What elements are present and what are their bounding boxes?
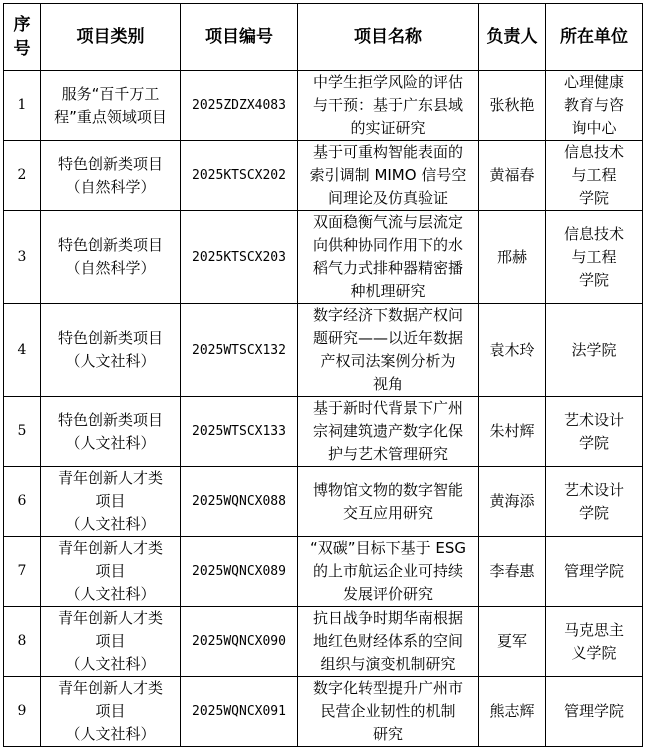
table-row — [4, 537, 643, 607]
project-leader: 熊志辉 — [479, 677, 546, 747]
project-code: 2025KTSCX202 — [181, 141, 298, 211]
project-name: 数字化转型提升广州市 民营企业韧性的机制 研究 — [298, 677, 479, 747]
project-leader: 黄福春 — [479, 141, 546, 211]
project-unit: 艺术设计 学院 — [546, 467, 643, 537]
project-leader: 黄海添 — [479, 467, 546, 537]
project-name: 基于新时代背景下广州 宗祠建筑遗产数字化保 护与艺术管理研究 — [298, 397, 479, 467]
project-name: 双面稳衡气流与层流定 向供种协同作用下的水 稻气力式排种器精密播 种机理研究 — [298, 211, 479, 304]
project-category: 特色创新类项目 （人文社科） — [41, 304, 181, 397]
project-unit: 法学院 — [546, 304, 643, 397]
project-category: 服务“百千万工 程”重点领域项目 — [41, 71, 181, 141]
project-category: 特色创新类项目 （自然科学） — [41, 141, 181, 211]
table-row — [4, 211, 643, 304]
project-name: 数字经济下数据产权问 题研究——以近年数据 产权司法案例分析为 视角 — [298, 304, 479, 397]
project-leader: 李春惠 — [479, 537, 546, 607]
project-code: 2025WQNCX088 — [181, 467, 298, 537]
project-code: 2025WQNCX089 — [181, 537, 298, 607]
project-category: 青年创新人才类 项目 （人文社科） — [41, 607, 181, 677]
project-leader: 袁木玲 — [479, 304, 546, 397]
header-name: 项目名称 — [298, 4, 479, 71]
header-category: 项目类别 — [41, 4, 181, 71]
project-category: 青年创新人才类 项目 （人文社科） — [41, 537, 181, 607]
header-code: 项目编号 — [181, 4, 298, 71]
table-row — [4, 304, 643, 397]
row-number: 2 — [4, 141, 41, 211]
project-unit: 管理学院 — [546, 537, 643, 607]
project-leader: 朱村辉 — [479, 397, 546, 467]
project-code: 2025KTSCX203 — [181, 211, 298, 304]
header-leader: 负责人 — [479, 4, 546, 71]
project-name: 博物馆文物的数字智能 交互应用研究 — [298, 467, 479, 537]
project-category: 特色创新类项目 （自然科学） — [41, 211, 181, 304]
table-row — [4, 71, 643, 141]
table-row — [4, 467, 643, 537]
header-no: 序 号 — [4, 4, 41, 71]
project-code: 2025WQNCX091 — [181, 677, 298, 747]
row-number: 8 — [4, 607, 41, 677]
project-category: 青年创新人才类 项目 （人文社科） — [41, 677, 181, 747]
header-unit: 所在单位 — [546, 4, 643, 71]
row-number: 3 — [4, 211, 41, 304]
project-category: 青年创新人才类 项目 （人文社科） — [41, 467, 181, 537]
project-code: 2025ZDZX4083 — [181, 71, 298, 141]
project-leader: 邢赫 — [479, 211, 546, 304]
project-leader: 张秋艳 — [479, 71, 546, 141]
table-row — [4, 677, 643, 747]
row-number: 5 — [4, 397, 41, 467]
project-name: 中学生拒学风险的评估 与干预：基于广东县域 的实证研究 — [298, 71, 479, 141]
project-table — [3, 3, 643, 747]
project-code: 2025WQNCX090 — [181, 607, 298, 677]
project-unit: 马克思主 义学院 — [546, 607, 643, 677]
row-number: 4 — [4, 304, 41, 397]
table-row — [4, 607, 643, 677]
project-name: 基于可重构智能表面的 索引调制 MIMO 信号空 间理论及仿真验证 — [298, 141, 479, 211]
project-unit: 信息技术 与工程 学院 — [546, 211, 643, 304]
table-row — [4, 397, 643, 467]
row-number: 1 — [4, 71, 41, 141]
header-row — [4, 4, 643, 71]
project-unit: 信息技术 与工程 学院 — [546, 141, 643, 211]
project-leader: 夏军 — [479, 607, 546, 677]
project-unit: 管理学院 — [546, 677, 643, 747]
table-row — [4, 141, 643, 211]
row-number: 9 — [4, 677, 41, 747]
row-number: 7 — [4, 537, 41, 607]
row-number: 6 — [4, 467, 41, 537]
project-unit: 艺术设计 学院 — [546, 397, 643, 467]
project-code: 2025WTSCX133 — [181, 397, 298, 467]
project-category: 特色创新类项目 （人文社科） — [41, 397, 181, 467]
project-code: 2025WTSCX132 — [181, 304, 298, 397]
project-name: 抗日战争时期华南根据 地红色财经体系的空间 组织与演变机制研究 — [298, 607, 479, 677]
project-name: “双碳”目标下基于 ESG 的上市航运企业可持续 发展评价研究 — [298, 537, 479, 607]
project-unit: 心理健康 教育与咨 询中心 — [546, 71, 643, 141]
